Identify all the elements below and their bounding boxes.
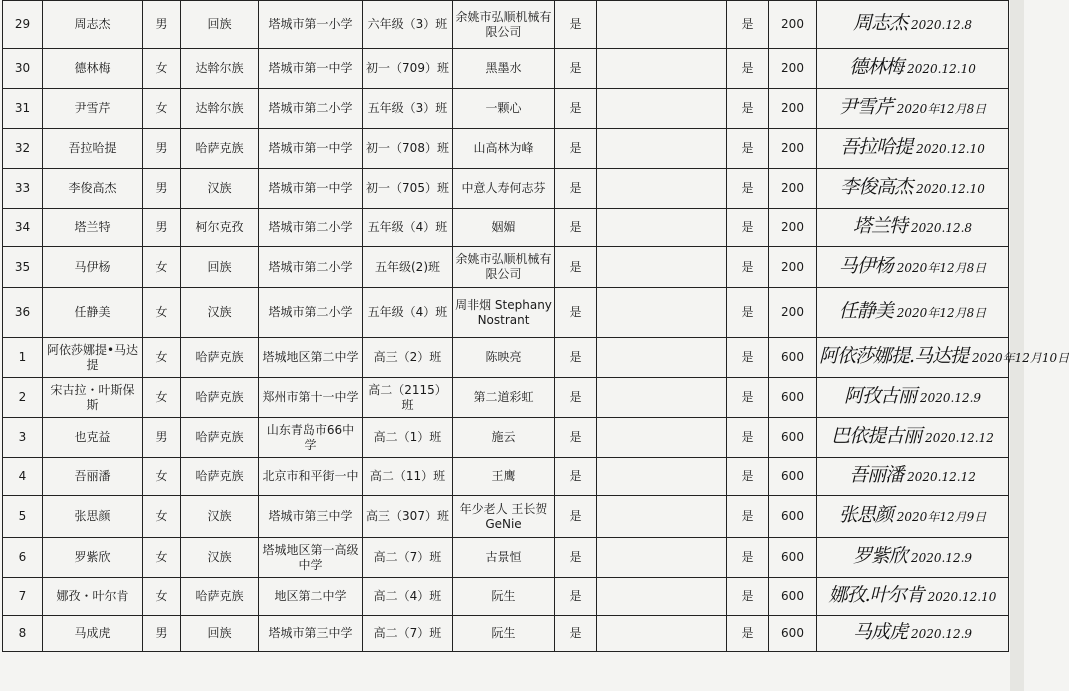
handwritten-date: 2020.12.8 — [910, 221, 973, 235]
cell-school: 塔城市第三中学 — [259, 616, 363, 652]
cell-empty — [597, 496, 727, 538]
cell-flag1: 是 — [555, 49, 597, 89]
cell-empty — [597, 458, 727, 496]
table-row — [3, 616, 1009, 652]
table-row — [3, 496, 1009, 538]
handwritten-date: 2020.12.10 — [916, 142, 985, 156]
table-row — [3, 288, 1009, 338]
cell-amount: 200 — [769, 1, 817, 49]
cell-donor: 黑墨水 — [453, 49, 555, 89]
cell-donor: 年少老人 王长贺 GeNie — [453, 496, 555, 538]
cell-ethnicity: 汉族 — [181, 538, 259, 578]
cell-signature — [817, 616, 1009, 652]
handwritten-date: 2020.12.10 — [927, 590, 997, 604]
handwritten-date: 2020.12.12 — [907, 470, 976, 484]
table-row — [3, 247, 1009, 288]
cell-ethnicity: 回族 — [181, 616, 259, 652]
cell-no: 34 — [3, 209, 43, 247]
cell-gender: 女 — [143, 538, 181, 578]
cell-gender: 男 — [143, 129, 181, 169]
cell-donor: 古景恒 — [453, 538, 555, 578]
cell-no: 32 — [3, 129, 43, 169]
cell-flag1: 是 — [555, 169, 597, 209]
cell-class: 五年级（4）班 — [363, 288, 453, 338]
cell-signature — [817, 49, 1009, 89]
handwritten-signature: 阿依莎娜提.马达提 — [819, 345, 969, 367]
cell-class: 初一（705）班 — [363, 169, 453, 209]
handwritten-date: 2020.12.12 — [925, 431, 994, 445]
cell-class: 初一（709）班 — [363, 49, 453, 89]
cell-signature — [817, 458, 1009, 496]
cell-signature — [817, 496, 1009, 538]
cell-flag2: 是 — [727, 288, 769, 338]
table-row — [3, 418, 1009, 458]
cell-name: 周志杰 — [43, 1, 143, 49]
cell-amount: 200 — [769, 288, 817, 338]
handwritten-signature: 马伊杨 — [838, 254, 893, 277]
cell-class: 高三（2）班 — [363, 338, 453, 378]
cell-donor: 王鹰 — [453, 458, 555, 496]
cell-flag1: 是 — [555, 496, 597, 538]
cell-donor: 余姚市弘顺机械有限公司 — [453, 247, 555, 288]
cell-class: 高二（7）班 — [363, 616, 453, 652]
handwritten-date: 2020.12.8 — [910, 18, 973, 32]
cell-donor: 一颗心 — [453, 89, 555, 129]
handwritten-date: 2020.12.10 — [907, 62, 976, 76]
cell-amount: 200 — [769, 209, 817, 247]
handwritten-signature: 巴依提古丽 — [831, 425, 922, 447]
cell-school: 塔城市第二小学 — [259, 89, 363, 129]
cell-empty — [597, 338, 727, 378]
cell-flag2: 是 — [727, 578, 769, 616]
cell-flag2: 是 — [727, 49, 769, 89]
cell-empty — [597, 538, 727, 578]
cell-name: 也克益 — [43, 418, 143, 458]
cell-empty — [597, 616, 727, 652]
table-row — [3, 338, 1009, 378]
cell-no: 5 — [3, 496, 43, 538]
cell-school: 地区第二中学 — [259, 578, 363, 616]
cell-no: 30 — [3, 49, 43, 89]
cell-signature — [817, 89, 1009, 129]
cell-school: 塔城地区第一高级中学 — [259, 538, 363, 578]
cell-flag2: 是 — [727, 458, 769, 496]
cell-empty — [597, 209, 727, 247]
cell-flag1: 是 — [555, 89, 597, 129]
page-edge-shadow — [1010, 0, 1024, 691]
cell-name: 李俊高杰 — [43, 169, 143, 209]
cell-ethnicity: 哈萨克族 — [181, 378, 259, 418]
cell-class: 五年级（4）班 — [363, 209, 453, 247]
cell-name: 吾拉哈提 — [43, 129, 143, 169]
cell-gender: 男 — [143, 616, 181, 652]
cell-empty — [597, 89, 727, 129]
handwritten-signature: 周志杰 — [852, 12, 907, 34]
cell-name: 任静美 — [43, 288, 143, 338]
cell-flag2: 是 — [727, 496, 769, 538]
handwritten-signature: 尹雪芹 — [838, 96, 893, 118]
handwritten-signature: 马成虎 — [852, 621, 907, 643]
cell-empty — [597, 169, 727, 209]
handwritten-signature: 吾拉哈提 — [840, 136, 913, 158]
cell-no: 4 — [3, 458, 43, 496]
cell-flag1: 是 — [555, 129, 597, 169]
cell-gender: 男 — [143, 418, 181, 458]
handwritten-date: 2020年12月9日 — [896, 510, 987, 524]
handwritten-signature: 李俊高杰 — [840, 176, 913, 198]
cell-empty — [597, 1, 727, 49]
handwritten-date: 2020.12.10 — [916, 182, 985, 196]
cell-ethnicity: 达斡尔族 — [181, 89, 259, 129]
cell-donor: 山高林为峰 — [453, 129, 555, 169]
cell-no: 8 — [3, 616, 43, 652]
cell-name: 塔兰特 — [43, 209, 143, 247]
handwritten-signature: 娜孜.叶尔肯 — [828, 584, 924, 606]
cell-school: 塔城市第一中学 — [259, 169, 363, 209]
cell-flag2: 是 — [727, 129, 769, 169]
cell-no: 33 — [3, 169, 43, 209]
cell-signature — [817, 209, 1009, 247]
cell-no: 1 — [3, 338, 43, 378]
cell-flag1: 是 — [555, 458, 597, 496]
cell-flag2: 是 — [727, 616, 769, 652]
table-row — [3, 129, 1009, 169]
cell-class: 六年级（3）班 — [363, 1, 453, 49]
cell-no: 36 — [3, 288, 43, 338]
cell-flag1: 是 — [555, 578, 597, 616]
cell-donor: 阮生 — [453, 616, 555, 652]
cell-amount: 600 — [769, 418, 817, 458]
cell-ethnicity: 哈萨克族 — [181, 578, 259, 616]
cell-school: 塔城市第三中学 — [259, 496, 363, 538]
cell-flag1: 是 — [555, 418, 597, 458]
cell-school: 塔城市第二小学 — [259, 247, 363, 288]
cell-class: 高二（11）班 — [363, 458, 453, 496]
cell-name: 张思颜 — [43, 496, 143, 538]
cell-amount: 200 — [769, 49, 817, 89]
cell-amount: 600 — [769, 458, 817, 496]
cell-gender: 女 — [143, 288, 181, 338]
cell-empty — [597, 288, 727, 338]
handwritten-date: 2020年12月8日 — [896, 260, 987, 275]
cell-class: 高二（4）班 — [363, 578, 453, 616]
cell-class: 高二（2115）班 — [363, 378, 453, 418]
cell-flag2: 是 — [727, 378, 769, 418]
table-row — [3, 209, 1009, 247]
cell-gender: 女 — [143, 378, 181, 418]
cell-donor: 施云 — [453, 418, 555, 458]
cell-donor: 中意人寿何志芬 — [453, 169, 555, 209]
cell-ethnicity: 达斡尔族 — [181, 49, 259, 89]
cell-flag1: 是 — [555, 1, 597, 49]
cell-signature — [817, 378, 1009, 418]
cell-no: 2 — [3, 378, 43, 418]
cell-amount: 600 — [769, 496, 817, 538]
cell-amount: 200 — [769, 129, 817, 169]
cell-ethnicity: 哈萨克族 — [181, 129, 259, 169]
cell-empty — [597, 578, 727, 616]
handwritten-date: 2020年12月10日 — [972, 351, 1069, 365]
cell-flag2: 是 — [727, 418, 769, 458]
handwritten-signature: 塔兰特 — [852, 215, 907, 237]
cell-ethnicity: 哈萨克族 — [181, 338, 259, 378]
cell-donor: 余姚市弘顺机械有限公司 — [453, 1, 555, 49]
cell-name: 吾丽潘 — [43, 458, 143, 496]
cell-donor: 阮生 — [453, 578, 555, 616]
cell-amount: 600 — [769, 538, 817, 578]
cell-ethnicity: 哈萨克族 — [181, 458, 259, 496]
handwritten-signature: 任静美 — [838, 300, 893, 322]
cell-gender: 女 — [143, 496, 181, 538]
cell-empty — [597, 418, 727, 458]
table-row — [3, 578, 1009, 616]
cell-no: 7 — [3, 578, 43, 616]
cell-class: 高三（307）班 — [363, 496, 453, 538]
cell-class: 高二（1）班 — [363, 418, 453, 458]
cell-amount: 600 — [769, 378, 817, 418]
cell-gender: 女 — [143, 49, 181, 89]
table-row — [3, 89, 1009, 129]
cell-ethnicity: 哈萨克族 — [181, 418, 259, 458]
cell-signature — [817, 129, 1009, 169]
cell-no: 35 — [3, 247, 43, 288]
cell-empty — [597, 378, 727, 418]
handwritten-date: 2020年12月8日 — [896, 102, 987, 116]
cell-name: 宋古拉・叶斯保斯 — [43, 378, 143, 418]
cell-flag1: 是 — [555, 247, 597, 288]
cell-amount: 200 — [769, 169, 817, 209]
cell-empty — [597, 129, 727, 169]
cell-school: 塔城地区第二中学 — [259, 338, 363, 378]
handwritten-date: 2020.12.9 — [919, 391, 982, 405]
cell-name: 尹雪芹 — [43, 89, 143, 129]
cell-class: 五年级(2)班 — [363, 247, 453, 288]
cell-name: 娜孜・叶尔肯 — [43, 578, 143, 616]
cell-donor: 第二道彩虹 — [453, 378, 555, 418]
cell-flag2: 是 — [727, 1, 769, 49]
cell-gender: 女 — [143, 458, 181, 496]
handwritten-signature: 吾丽潘 — [849, 464, 904, 486]
cell-school: 郑州市第十一中学 — [259, 378, 363, 418]
cell-school: 塔城市第一小学 — [259, 1, 363, 49]
cell-flag2: 是 — [727, 169, 769, 209]
cell-ethnicity: 汉族 — [181, 496, 259, 538]
cell-empty — [597, 247, 727, 288]
cell-gender: 女 — [143, 578, 181, 616]
cell-flag1: 是 — [555, 338, 597, 378]
cell-no: 6 — [3, 538, 43, 578]
table-row — [3, 1, 1009, 49]
table-row — [3, 169, 1009, 209]
cell-flag1: 是 — [555, 616, 597, 652]
handwritten-date: 2020年12月8日 — [896, 306, 987, 320]
cell-flag2: 是 — [727, 209, 769, 247]
cell-signature — [817, 169, 1009, 209]
table-row — [3, 458, 1009, 496]
cell-ethnicity: 汉族 — [181, 169, 259, 209]
cell-amount: 600 — [769, 338, 817, 378]
cell-class: 高二（7）班 — [363, 538, 453, 578]
cell-name: 阿依莎娜提•马达提 — [43, 338, 143, 378]
cell-flag2: 是 — [727, 89, 769, 129]
cell-ethnicity: 回族 — [181, 1, 259, 49]
cell-donor: 陈映亮 — [453, 338, 555, 378]
cell-signature — [817, 247, 1009, 288]
handwritten-signature: 阿孜古丽 — [843, 385, 916, 407]
cell-ethnicity: 回族 — [181, 247, 259, 288]
cell-gender: 男 — [143, 169, 181, 209]
cell-class: 初一（708）班 — [363, 129, 453, 169]
cell-donor: 周非烟 Stephany Nostrant — [453, 288, 555, 338]
cell-signature — [817, 578, 1009, 616]
cell-gender: 女 — [143, 89, 181, 129]
cell-flag1: 是 — [555, 288, 597, 338]
cell-no: 31 — [3, 89, 43, 129]
cell-flag1: 是 — [555, 209, 597, 247]
cell-gender: 女 — [143, 338, 181, 378]
cell-flag1: 是 — [555, 538, 597, 578]
cell-signature — [817, 288, 1009, 338]
handwritten-signature: 罗紫欣 — [852, 545, 907, 567]
cell-amount: 600 — [769, 616, 817, 652]
cell-school: 山东青岛市66中学 — [259, 418, 363, 458]
handwritten-date: 2020.12.9 — [910, 627, 973, 641]
cell-gender: 女 — [143, 247, 181, 288]
handwritten-signature: 德林梅 — [849, 56, 904, 78]
cell-signature — [817, 338, 1069, 378]
cell-name: 马成虎 — [43, 616, 143, 652]
handwritten-date: 2020.12.9 — [910, 551, 973, 565]
cell-amount: 200 — [769, 89, 817, 129]
cell-empty — [597, 49, 727, 89]
cell-school: 塔城市第二小学 — [259, 288, 363, 338]
student-roster-table — [2, 0, 1069, 652]
cell-amount: 600 — [769, 578, 817, 616]
table-row — [3, 538, 1009, 578]
cell-no: 3 — [3, 418, 43, 458]
table-row — [3, 378, 1009, 418]
cell-signature — [817, 418, 1009, 458]
cell-amount: 200 — [769, 247, 817, 288]
cell-school: 塔城市第一中学 — [259, 49, 363, 89]
cell-flag2: 是 — [727, 247, 769, 288]
roster-body — [3, 1, 1069, 652]
cell-school: 塔城市第一中学 — [259, 129, 363, 169]
handwritten-signature: 张思颜 — [838, 504, 893, 526]
cell-flag2: 是 — [727, 338, 769, 378]
cell-gender: 男 — [143, 209, 181, 247]
cell-signature — [817, 1, 1009, 49]
cell-name: 马伊杨 — [43, 247, 143, 288]
cell-name: 罗紫欣 — [43, 538, 143, 578]
cell-flag1: 是 — [555, 378, 597, 418]
table-row — [3, 49, 1009, 89]
cell-school: 北京市和平街一中 — [259, 458, 363, 496]
cell-ethnicity: 汉族 — [181, 288, 259, 338]
cell-donor: 姻媚 — [453, 209, 555, 247]
cell-school: 塔城市第二小学 — [259, 209, 363, 247]
cell-gender: 男 — [143, 1, 181, 49]
cell-ethnicity: 柯尔克孜 — [181, 209, 259, 247]
cell-signature — [817, 538, 1009, 578]
cell-flag2: 是 — [727, 538, 769, 578]
cell-class: 五年级（3）班 — [363, 89, 453, 129]
cell-no: 29 — [3, 1, 43, 49]
cell-name: 德林梅 — [43, 49, 143, 89]
